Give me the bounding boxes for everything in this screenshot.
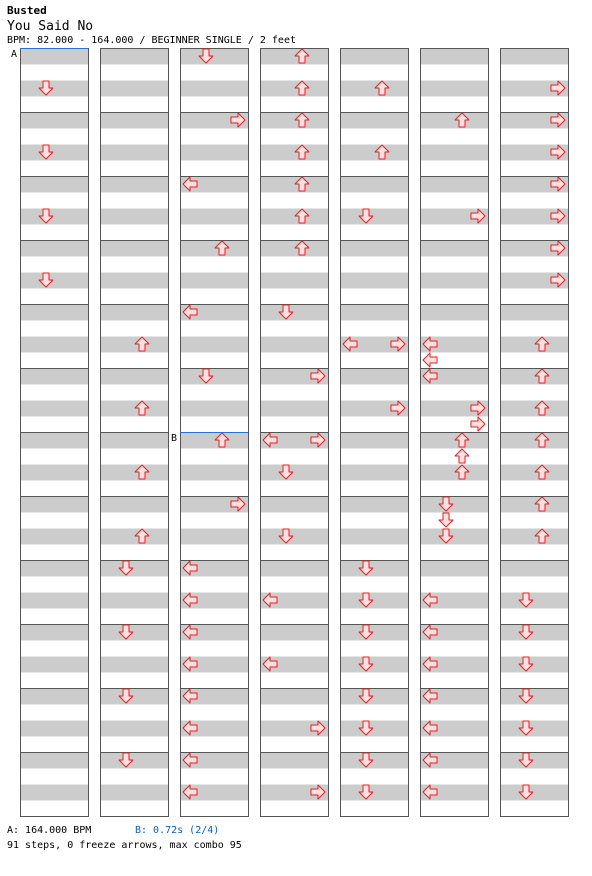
- beat-band: [101, 433, 169, 449]
- beat-band: [181, 273, 249, 289]
- beat-band: [21, 561, 89, 577]
- beat-band: [421, 433, 489, 449]
- beat-band: [261, 241, 329, 257]
- beat-band: [341, 721, 409, 737]
- beat-band: [341, 593, 409, 609]
- beat-band: [261, 465, 329, 481]
- legend-b: B: 0.72s (2/4): [135, 825, 220, 836]
- beat-band: [21, 625, 89, 641]
- beat-band: [341, 433, 409, 449]
- beat-band: [501, 625, 569, 641]
- beat-band: [501, 305, 569, 321]
- beat-band: [341, 145, 409, 161]
- beat-band: [21, 497, 89, 513]
- beat-band: [421, 241, 489, 257]
- beat-band: [341, 785, 409, 801]
- beat-band: [421, 177, 489, 193]
- beat-band: [421, 561, 489, 577]
- chart-column: [341, 49, 409, 817]
- beat-band: [101, 177, 169, 193]
- song-artist: Busted: [7, 4, 47, 17]
- beat-band: [261, 209, 329, 225]
- beat-band: [181, 529, 249, 545]
- beat-band: [261, 177, 329, 193]
- beat-band: [21, 529, 89, 545]
- beat-band: [501, 593, 569, 609]
- beat-band: [501, 657, 569, 673]
- beat-band: [261, 561, 329, 577]
- beat-band: [261, 337, 329, 353]
- beat-band: [101, 465, 169, 481]
- beat-band: [21, 593, 89, 609]
- beat-band: [21, 241, 89, 257]
- beat-band: [341, 305, 409, 321]
- beat-band: [21, 49, 89, 65]
- beat-band: [181, 369, 249, 385]
- beat-band: [341, 529, 409, 545]
- beat-band: [341, 241, 409, 257]
- marker-b-label: B: [171, 433, 178, 444]
- beat-band: [261, 689, 329, 705]
- beat-band: [101, 753, 169, 769]
- beat-band: [341, 465, 409, 481]
- beat-band: [501, 561, 569, 577]
- beat-band: [21, 689, 89, 705]
- beat-band: [341, 561, 409, 577]
- beat-band: [261, 529, 329, 545]
- beat-band: [21, 305, 89, 321]
- beat-band: [101, 145, 169, 161]
- beat-band: [341, 369, 409, 385]
- beat-band: [261, 401, 329, 417]
- beat-band: [341, 81, 409, 97]
- beat-band: [421, 273, 489, 289]
- beat-band: [21, 81, 89, 97]
- beat-band: [501, 753, 569, 769]
- beat-band: [21, 721, 89, 737]
- beat-band: [101, 497, 169, 513]
- beat-band: [181, 241, 249, 257]
- beat-band: [421, 497, 489, 513]
- step-summary: 91 steps, 0 freeze arrows, max combo 95: [7, 840, 242, 851]
- beat-band: [501, 49, 569, 65]
- beat-band: [21, 465, 89, 481]
- beat-band: [501, 337, 569, 353]
- beat-band: [181, 81, 249, 97]
- beat-band: [21, 337, 89, 353]
- beat-band: [101, 241, 169, 257]
- beat-band: [421, 305, 489, 321]
- beat-band: [341, 657, 409, 673]
- beat-band: [101, 625, 169, 641]
- beat-band: [181, 49, 249, 65]
- chart-column: [421, 49, 489, 817]
- beat-band: [101, 785, 169, 801]
- beat-band: [21, 145, 89, 161]
- chart-meta: BPM: 82.000 - 164.000 / BEGINNER SINGLE / 2 feet: [7, 35, 296, 46]
- beat-band: [341, 113, 409, 129]
- beat-band: [181, 145, 249, 161]
- beat-band: [101, 81, 169, 97]
- song-title: You Said No: [7, 19, 94, 34]
- beat-band: [101, 657, 169, 673]
- beat-band: [21, 433, 89, 449]
- beat-band: [181, 465, 249, 481]
- chart-column: [261, 49, 329, 817]
- beat-band: [21, 369, 89, 385]
- beat-band: [21, 785, 89, 801]
- chart-column: [21, 49, 89, 817]
- beat-band: [261, 625, 329, 641]
- beat-band: [101, 689, 169, 705]
- beat-band: [21, 273, 89, 289]
- beat-band: [421, 113, 489, 129]
- beat-band: [261, 273, 329, 289]
- chart-column: [101, 49, 169, 817]
- beat-band: [421, 81, 489, 97]
- beat-band: [101, 113, 169, 129]
- beat-band: [181, 209, 249, 225]
- beat-band: [101, 209, 169, 225]
- beat-band: [101, 529, 169, 545]
- beat-band: [261, 753, 329, 769]
- beat-band: [421, 145, 489, 161]
- beat-band: [501, 689, 569, 705]
- beat-band: [181, 433, 249, 449]
- beat-band: [261, 49, 329, 65]
- beat-band: [101, 49, 169, 65]
- beat-band: [261, 305, 329, 321]
- beat-band: [21, 177, 89, 193]
- beat-band: [101, 401, 169, 417]
- beat-band: [421, 529, 489, 545]
- beat-band: [181, 401, 249, 417]
- chart-columns: [21, 49, 569, 817]
- beat-band: [501, 433, 569, 449]
- beat-band: [341, 177, 409, 193]
- beat-band: [421, 465, 489, 481]
- beat-band: [101, 337, 169, 353]
- beat-band: [501, 721, 569, 737]
- beat-band: [501, 785, 569, 801]
- beat-band: [261, 497, 329, 513]
- beat-band: [101, 721, 169, 737]
- legend-a: A: 164.000 BPM: [7, 825, 92, 836]
- beat-band: [341, 209, 409, 225]
- beat-band: [341, 689, 409, 705]
- beat-band: [21, 401, 89, 417]
- beat-band: [101, 561, 169, 577]
- beat-band: [101, 305, 169, 321]
- beat-band: [421, 49, 489, 65]
- beat-band: [101, 369, 169, 385]
- beat-band: [501, 497, 569, 513]
- beat-band: [341, 625, 409, 641]
- beat-band: [181, 337, 249, 353]
- chart-column: [501, 49, 569, 817]
- marker-a-label: A: [11, 49, 18, 60]
- beat-band: [341, 753, 409, 769]
- beat-band: [21, 113, 89, 129]
- beat-band: [501, 465, 569, 481]
- beat-band: [341, 497, 409, 513]
- beat-band: [101, 273, 169, 289]
- beat-band: [261, 81, 329, 97]
- beat-band: [501, 369, 569, 385]
- beat-band: [501, 401, 569, 417]
- beat-band: [21, 753, 89, 769]
- beat-band: [101, 593, 169, 609]
- beat-band: [261, 113, 329, 129]
- beat-band: [501, 529, 569, 545]
- beat-band: [341, 49, 409, 65]
- beat-band: [261, 145, 329, 161]
- beat-band: [21, 657, 89, 673]
- beat-band: [21, 209, 89, 225]
- beat-band: [341, 273, 409, 289]
